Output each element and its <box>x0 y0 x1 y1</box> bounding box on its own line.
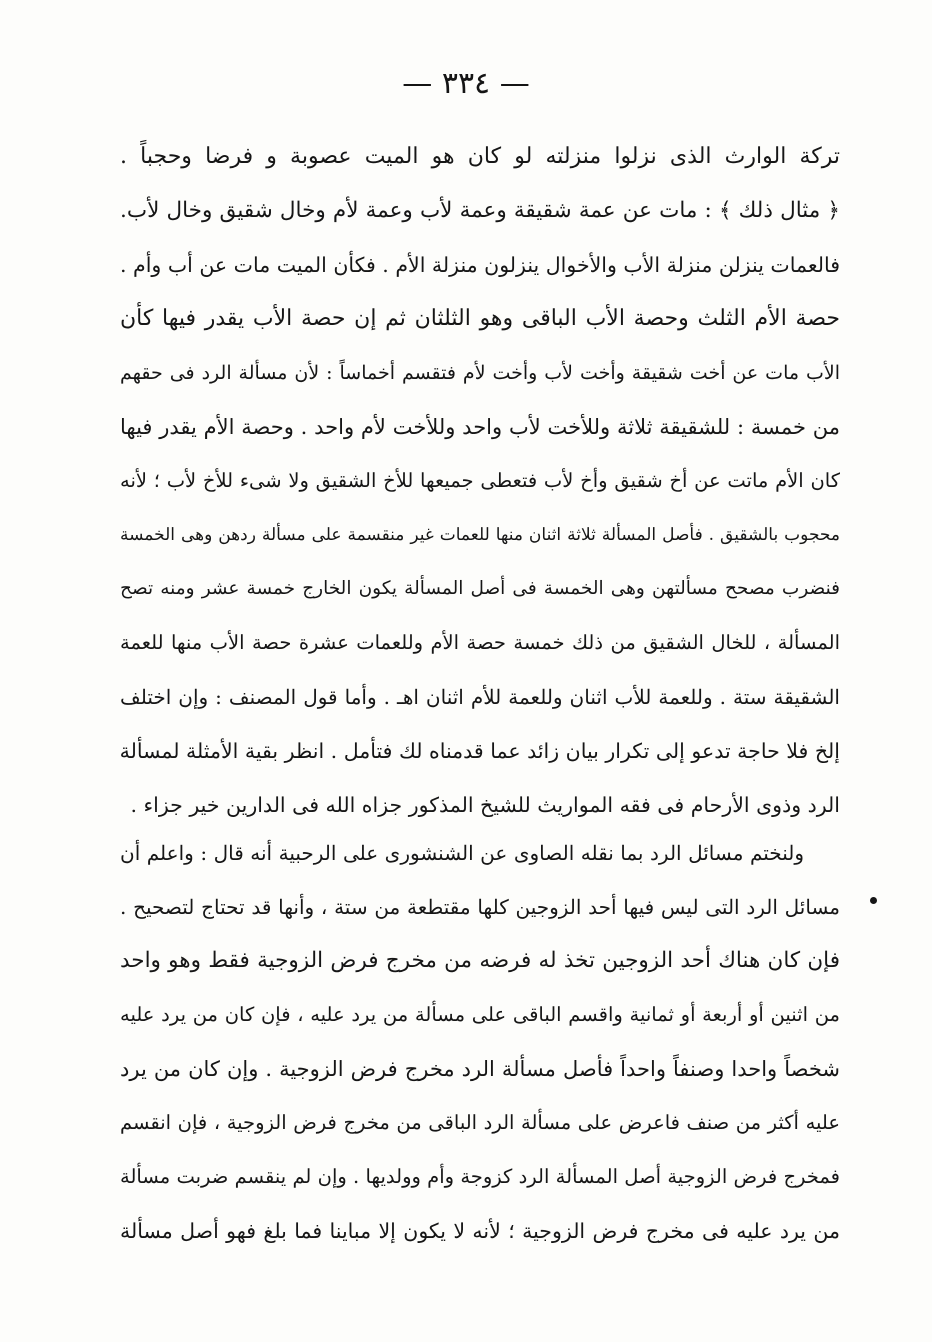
text-line: ولنختم مسائل الرد بما نقله الصاوى عن الشنشورى على الرحبية أنه قال : واعلم أن <box>120 841 804 865</box>
text-line: شخصاً واحدا وصنفاً واحداً فأصل مسألة الرد مخرج فرض الزوجية . وإن كان من يرد <box>120 1057 840 1081</box>
paragraph-1 <box>120 130 840 832</box>
text-line: فمخرج فرض الزوجية أصل المسألة الرد كزوجة وأم وولديها . وإن لم ينقسم ضربت مسألة <box>120 1165 840 1188</box>
text-line: الشقيقة ستة . وللعمة للأب اثنان وللعمة للأم اثنان اهـ . وأما قول المصنف : وإن اختلف <box>120 685 840 709</box>
text-line: إلخ فلا حاجة تدعو إلى تكرار بيان زائد عما قدمناه لك فتأمل . انظر بقية الأمثلة لمسألة <box>120 739 840 763</box>
text-line: مسائل الرد التى ليس فيها أحد الزوجين كلها مقتطعة من ستة ، وأنها قد تحتاج لتصحيح . <box>120 895 840 919</box>
margin-dot <box>870 897 877 904</box>
text-line: فالعمات ينزلن منزلة الأب والأخوال ينزلون منزلة الأم . فكأن الميت مات عن أب وأم . <box>120 253 840 277</box>
text-line: الأب مات عن أخت شقيقة وأخت لأب وأخت لأم فتقسم أخماساً : لأن مسألة الرد فى حقهم <box>120 362 840 384</box>
text-line: فإن كان هناك أحد الزوجين تخذ له فرضه من مخرج فرض الزوجية فقط وهو واحد <box>120 948 840 973</box>
text-line: حصة الأم الثلث وحصة الأب الباقى وهو الثلثان ثم إن حصة الأب يقدر فيها كأن <box>120 306 840 331</box>
text-line: من اثنين أو أربعة أو ثمانية واقسم الباقى على مسألة من يرد عليه ، فإن كان من يرد عليه <box>120 1003 840 1026</box>
text-line: من خمسة : للشقيقة ثلاثة وللأخت لأب واحد وللأخت لأم واحد . وحصة الأم يقدر فيها <box>120 415 840 439</box>
text-line: تركة الوارث الذى نزلوا منزلته لو كان هو الميت عصوبة و فرضا وحجباً . <box>120 144 840 169</box>
text-line: فنضرب مصحح مسألتهن وهى الخمسة فى أصل المسألة يكون الخارج خمسة عشر ومنه تصح <box>120 578 840 599</box>
text-line: الرد وذوى الأرحام فى فقه المواريث للشيخ المذكور جزاه الله فى الدارين خير جزاء . <box>130 793 840 817</box>
page-number: — ٣٣٤ — <box>402 66 530 101</box>
text-line: محجوب بالشقيق . فأصل المسألة ثلاثة اثنان منها للعمات غير منقسمة على مسألة ردهن وهى الخمسة <box>120 525 840 545</box>
text-line: عليه أكثر من صنف فاعرض على مسألة الرد الباقى من مخرج فرض الزوجية ، فإن انقسم <box>120 1111 840 1134</box>
text-line: كان الأم ماتت عن أخ شقيق وأخ لأب فتعطى جميعها للأخ الشقيق ولا شىء للأخ لأب ؛ لأنه <box>120 469 840 492</box>
text-line: من يرد عليه فى مخرج فرض الزوجية ؛ لأنه لا يكون إلا مباينا فما بلغ فهو أصل مسألة <box>120 1219 840 1243</box>
paragraph-2 <box>120 826 840 1258</box>
text-line: ﴿ مثال ذلك ﴾ : مات عن عمة شقيقة وعمة لأب وعمة لأم وخال شقيق وخال لأب. <box>120 198 840 223</box>
text-line: المسألة ، للخال الشقيق من ذلك خمسة حصة الأم وللعمات عشرة حصة الأب منها للعمة <box>120 631 840 654</box>
